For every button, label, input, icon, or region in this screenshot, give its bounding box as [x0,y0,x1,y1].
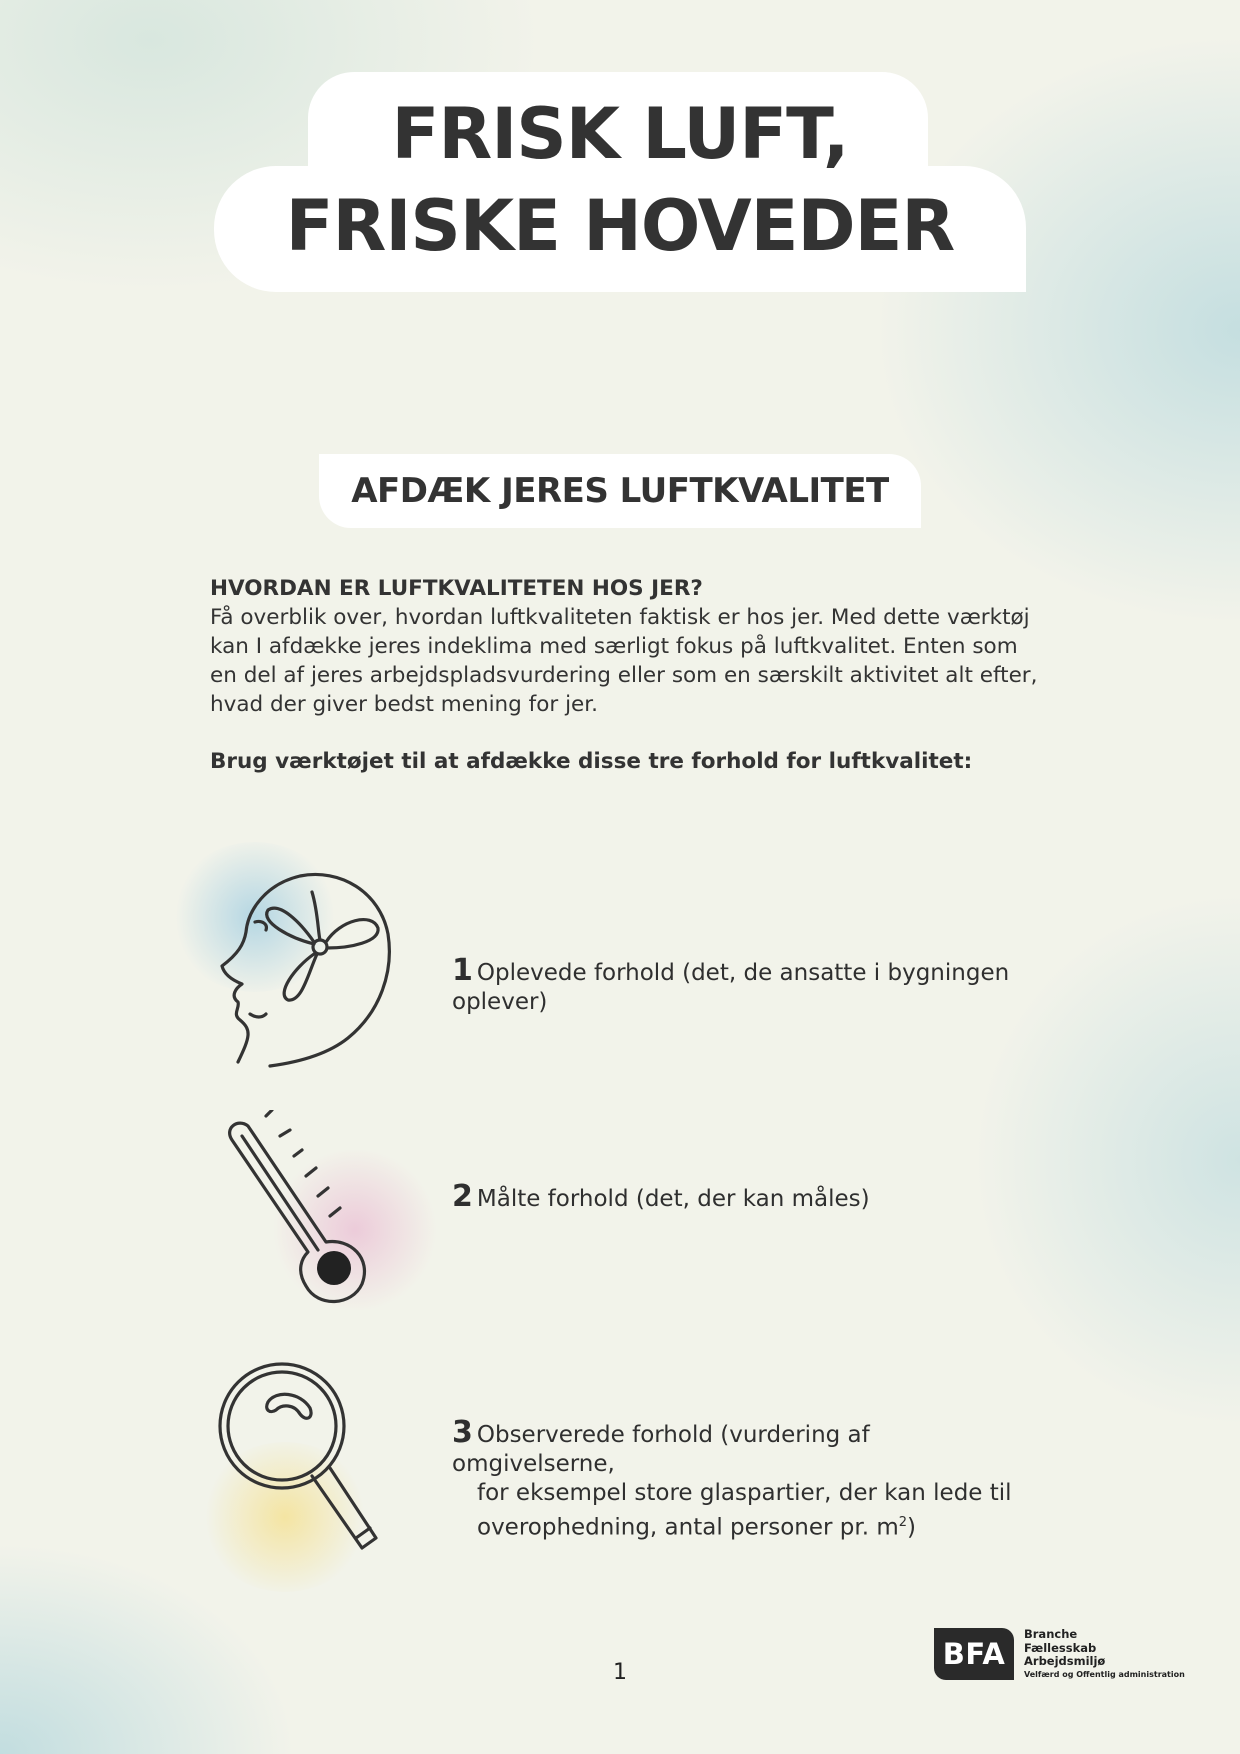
head-with-fan-icon [210,862,410,1072]
logo-line2: Fællesskab [1024,1640,1097,1655]
logo-subline: Velfærd og Offentlig administration [1024,1669,1185,1679]
magnifying-glass-drawing [210,1352,410,1562]
list-item-3 [452,1415,1012,1543]
logo-mark: BFA [934,1628,1014,1680]
thermometer-icon [210,1110,410,1320]
list-item-text-line3-suffix: ) [907,1514,917,1541]
list-item-1 [452,953,1012,1017]
bfa-logo [934,1627,1185,1686]
thermometer-drawing [210,1110,410,1320]
logo-line3: Arbejdsmiljø [1024,1654,1106,1668]
list-item-text-line1: Observerede forhold (vurdering af omgivelserne, [452,1422,870,1477]
logo-wordmark [1024,1628,1185,1680]
list-item-number: 1 [452,953,473,988]
list-item-text-line2: for eksempel store glaspartier, der kan lede til [477,1480,1012,1506]
intro-body: Få overblik over, hvordan luftkvaliteten faktisk er hos jer. Med dette værktøj kan I afdække jeres indeklima med særligt fokus på luftkvalitet. Enten som en del af jeres arbejdspladsvurdering eller som en særskilt aktivitet alt efter, hvad der giver bedst mening for jer. [210,605,1038,717]
page-title-line1: FRISK LUFT, [391,93,849,175]
page-title [214,88,1026,272]
superscript-two: 2 [898,1515,908,1530]
logo-line1: Branche [1024,1627,1078,1641]
page-number: 1 [613,1660,627,1685]
page-title-line2: FRISKE HOVEDER [285,185,955,267]
list-item-number: 2 [452,1179,473,1214]
intro-question: HVORDAN ER LUFTKVALITETEN HOS JER? [210,576,703,601]
list-item-number: 3 [452,1415,473,1450]
section-title: AFDÆK JERES LUFTKVALITET [351,471,889,511]
list-item-2 [452,1179,1012,1214]
list-item-text: Oplevede forhold (det, de ansatte i bygningen oplever) [452,960,1010,1015]
magnifying-glass-icon [210,1352,410,1562]
list-item-text-line3-main: overophedning, antal personer pr. m [477,1514,899,1541]
intro-block [210,574,1050,719]
section-heading-pill [319,454,921,528]
title-cloud [214,72,1026,292]
list-item-text: Målte forhold (det, der kan måles) [476,1186,870,1212]
intro-lead: Brug værktøjet til at afdække disse tre forhold for luftkvalitet: [210,749,973,774]
list-item-text-line3 [452,1508,1012,1543]
head-with-fan-drawing [210,862,410,1072]
